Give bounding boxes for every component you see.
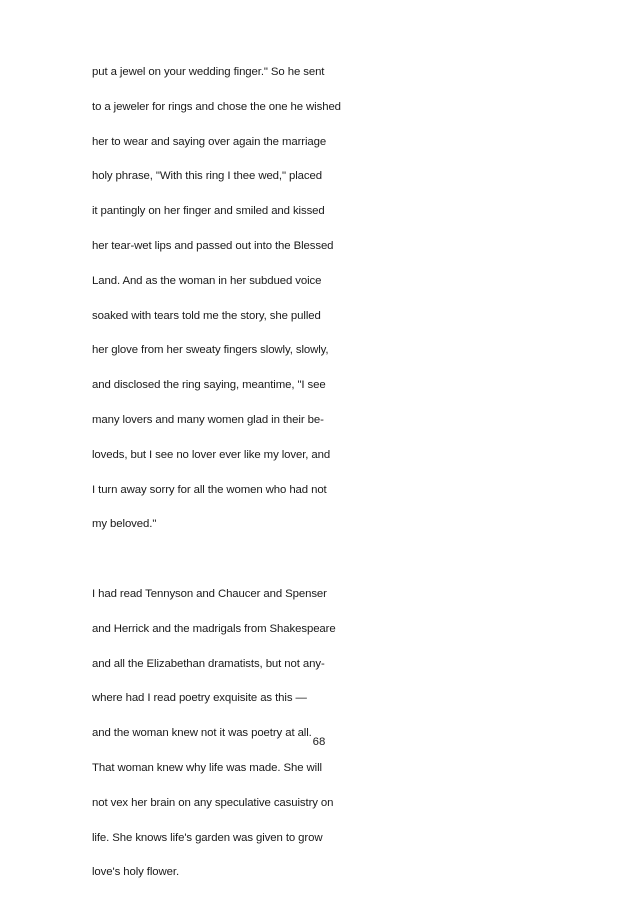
text-line: not vex her brain on any speculative casuistry on [92,796,334,809]
text-line: and disclosed the ring saying, meantime, "I see [92,379,326,392]
paragraph-spacer [92,553,552,588]
page-number: 68 [312,736,326,748]
text-line: loveds, but I see no lover ever like my lover, and [92,448,331,461]
text-line: her glove from her sweaty fingers slowly, slowly, [92,344,329,357]
body-text [92,66,552,901]
text-line: my beloved." [92,518,157,531]
text-line: life. She knows life's garden was given to grow [92,831,323,844]
text-line: soaked with tears told me the story, she pulled [92,309,321,322]
text-line: and Herrick and the madrigals from Shakespeare [92,622,336,635]
text-line: holy phrase, "With this ring I thee wed," placed [92,170,322,183]
text-line: where had I read poetry exquisite as this — [92,692,307,705]
text-line: her to wear and saying over again the marriage [92,135,327,148]
text-line: many lovers and many women glad in their be- [92,413,324,426]
text-line: I turn away sorry for all the women who had not [92,483,327,496]
text-line: and the woman knew not it was poetry at all. [92,727,312,740]
text-line: to a jeweler for rings and chose the one he wished [92,100,341,113]
text-line: love's holy flower. [92,866,180,879]
text-line: I had read Tennyson and Chaucer and Spenser [92,587,327,600]
paragraph-1 [92,66,552,531]
text-line: Land. And as the woman in her subdued voice [92,274,322,287]
paragraph-2 [92,588,552,879]
text-line: it pantingly on her finger and smiled and kissed [92,205,325,218]
text-line: and all the Elizabethan dramatists, but not any- [92,657,325,670]
text-line: put a jewel on your wedding finger." So he sent [92,66,325,78]
text-line: her tear-wet lips and passed out into the Blessed [92,239,334,252]
text-line: That woman knew why life was made. She will [92,761,322,774]
